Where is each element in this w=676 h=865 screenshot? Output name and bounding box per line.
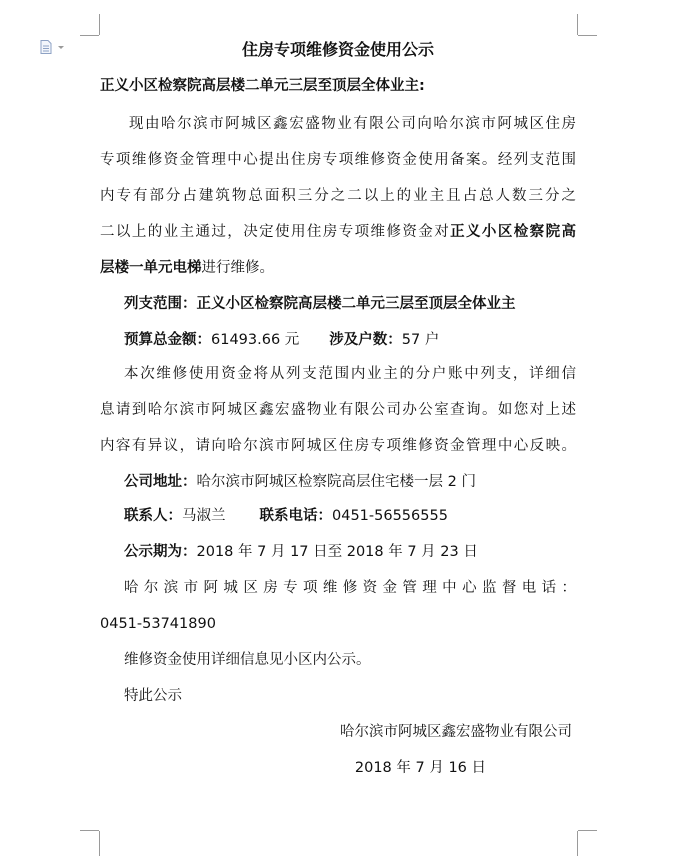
notice-line bbox=[100, 364, 576, 384]
households-value: 57 户 bbox=[401, 332, 440, 348]
phone-value: 0451-56556555 bbox=[332, 508, 448, 524]
body-text: 二以上的业主通过，决定使用住房专项维修资金对 bbox=[100, 224, 451, 240]
closing: 特此公示 bbox=[124, 688, 182, 704]
households-label: 涉及户数： bbox=[329, 332, 402, 348]
budget-line bbox=[124, 330, 439, 350]
notice-text: 息请到 bbox=[100, 402, 148, 418]
body-text: 向哈尔滨市阿城区住房 bbox=[417, 116, 577, 132]
repair-target: 正义小区检察院高 bbox=[450, 224, 577, 240]
body-line bbox=[100, 114, 576, 134]
crop-mark-bottom-right bbox=[578, 830, 597, 831]
budget-label: 预算总金额： bbox=[124, 332, 211, 348]
scope-value: 正义小区检察院高层楼二单元三层至顶层全体业主 bbox=[196, 296, 516, 312]
contact-label: 联系人： bbox=[124, 508, 182, 524]
period-line bbox=[124, 542, 478, 562]
supervision-line: 哈尔滨市阿城区房专项维修资金管理中心监督电话： bbox=[124, 580, 576, 596]
crop-mark-top-left bbox=[80, 35, 99, 36]
crop-mark-bottom-left bbox=[99, 831, 100, 856]
period-label: 公示期为： bbox=[124, 544, 197, 560]
company-name: 哈尔滨市阿城区鑫宏盛物业有限公司 bbox=[161, 116, 418, 132]
signature-date: 2018 年 7 月 16 日 bbox=[354, 760, 486, 776]
signature-company: 哈尔滨市阿城区鑫宏盛物业有限公司 bbox=[340, 724, 572, 740]
scope-line bbox=[124, 294, 516, 314]
notice-text: 办公室查询。如您对上述 bbox=[402, 402, 577, 418]
crop-mark-bottom-right bbox=[577, 831, 578, 856]
salutation: 正义小区检察院高层楼二单元三层至顶层全体业主: bbox=[100, 78, 425, 94]
body-text: 现由 bbox=[129, 116, 162, 132]
body-text: 进行维修。 bbox=[201, 260, 274, 276]
notice-text: 本次维修使用资金将从列支范围内业主的分户账中列支，详细信 bbox=[124, 366, 576, 382]
detail-note: 维修资金使用详细信息见小区内公示。 bbox=[124, 652, 371, 668]
supervision-phone: 0451-53741890 bbox=[100, 616, 216, 632]
document-icon[interactable] bbox=[40, 40, 66, 54]
body-line bbox=[100, 222, 576, 242]
body-line: 内专有部分占建筑物总面积三分之二以上的业主且占总人数三分之 bbox=[100, 188, 576, 204]
notice-line bbox=[100, 400, 576, 420]
repair-target: 层楼一单元电梯 bbox=[100, 260, 202, 276]
contact-name: 马淑兰 bbox=[182, 508, 226, 524]
body-line: 专项维修资金管理中心提出住房专项维修资金使用备案。经列支范围 bbox=[100, 152, 576, 168]
page-title: 住房专项维修资金使用公示 bbox=[241, 40, 434, 59]
contact-line bbox=[124, 506, 448, 526]
crop-mark-top-right bbox=[578, 35, 597, 36]
address-label: 公司地址： bbox=[124, 474, 197, 490]
address-line bbox=[124, 472, 476, 492]
crop-mark-top-left bbox=[99, 14, 100, 35]
crop-mark-bottom-left bbox=[80, 830, 99, 831]
body-line bbox=[100, 258, 274, 278]
phone-label: 联系电话： bbox=[259, 508, 332, 524]
budget-value: 61493.66 元 bbox=[211, 332, 300, 348]
period-value: 2018 年 7 月 17 日至 2018 年 7 月 23 日 bbox=[196, 544, 478, 560]
crop-mark-top-right bbox=[577, 14, 578, 35]
notice-line: 内容有异议，请向哈尔滨市阿城区住房专项维修资金管理中心反映。 bbox=[100, 438, 576, 454]
scope-label: 列支范围： bbox=[124, 296, 197, 312]
address-value: 哈尔滨市阿城区检察院高层住宅楼一层 2 门 bbox=[196, 474, 476, 490]
company-name: 哈尔滨市阿城区鑫宏盛物业有限公司 bbox=[147, 402, 403, 418]
